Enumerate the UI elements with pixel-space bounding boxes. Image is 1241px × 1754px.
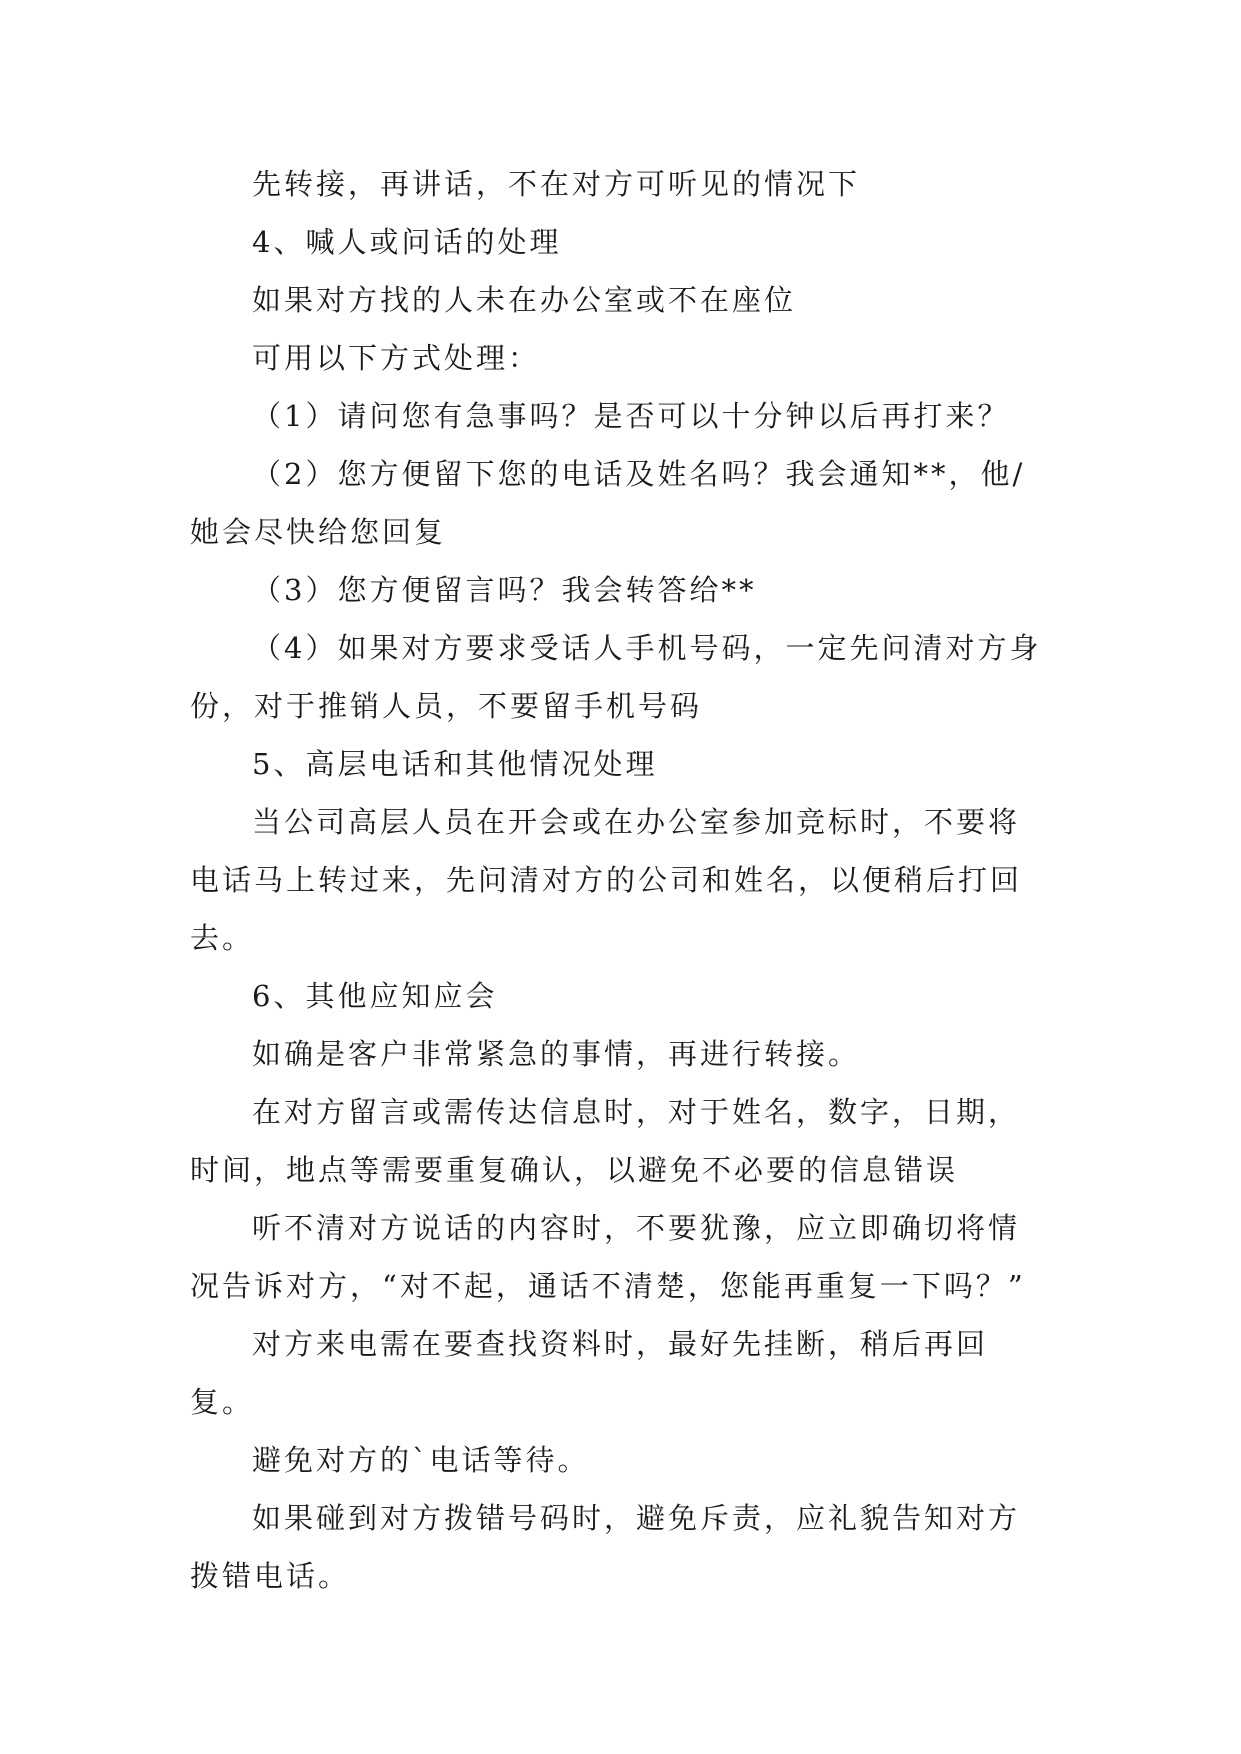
section-heading-6: 6、其他应知应会: [252, 979, 498, 1013]
paragraph: 如确是客户非常紧急的事情，再进行转接。: [252, 1037, 861, 1071]
section-heading-5: 5、高层电话和其他情况处理: [252, 747, 658, 781]
paragraph: 可用以下方式处理：: [252, 341, 541, 375]
document-body: [190, 155, 1050, 1605]
paragraph: 先转接，再讲话，不在对方可听见的情况下: [252, 167, 861, 201]
paragraph: 如果碰到对方拨错号码时，避免斥责，应礼貌告知对方拨错电话。: [190, 1501, 1021, 1593]
list-item-3: （3）您方便留言吗？我会转答给**: [252, 573, 757, 607]
list-item-1: （1）请问您有急事吗？是否可以十分钟以后再打来？: [252, 399, 1010, 433]
paragraph: 听不清对方说话的内容时，不要犹豫，应立即确切将情况告诉对方，“对不起，通话不清楚，您能再重复一下吗？”: [190, 1211, 1026, 1303]
paragraph: 如果对方找的人未在办公室或不在座位: [252, 283, 797, 317]
list-item-4: （4）如果对方要求受话人手机号码，一定先问清对方身份，对于推销人员，不要留手机号码: [190, 631, 1042, 723]
paragraph: 在对方留言或需传达信息时，对于姓名，数字，日期，时间，地点等需要重复确认，以避免不必要的信息错误: [190, 1095, 1021, 1187]
paragraph: 对方来电需在要查找资料时，最好先挂断，稍后再回复。: [190, 1327, 989, 1419]
paragraph: 避免对方的`电话等待。: [252, 1443, 590, 1477]
list-item-2: （2）您方便留下您的电话及姓名吗？我会通知**，他/她会尽快给您回复: [190, 457, 1026, 549]
paragraph: 当公司高层人员在开会或在办公室参加竞标时，不要将电话马上转过来，先问清对方的公司和姓名，以便稍后打回去。: [190, 805, 1023, 955]
section-heading-4: 4、喊人或问话的处理: [252, 225, 562, 259]
